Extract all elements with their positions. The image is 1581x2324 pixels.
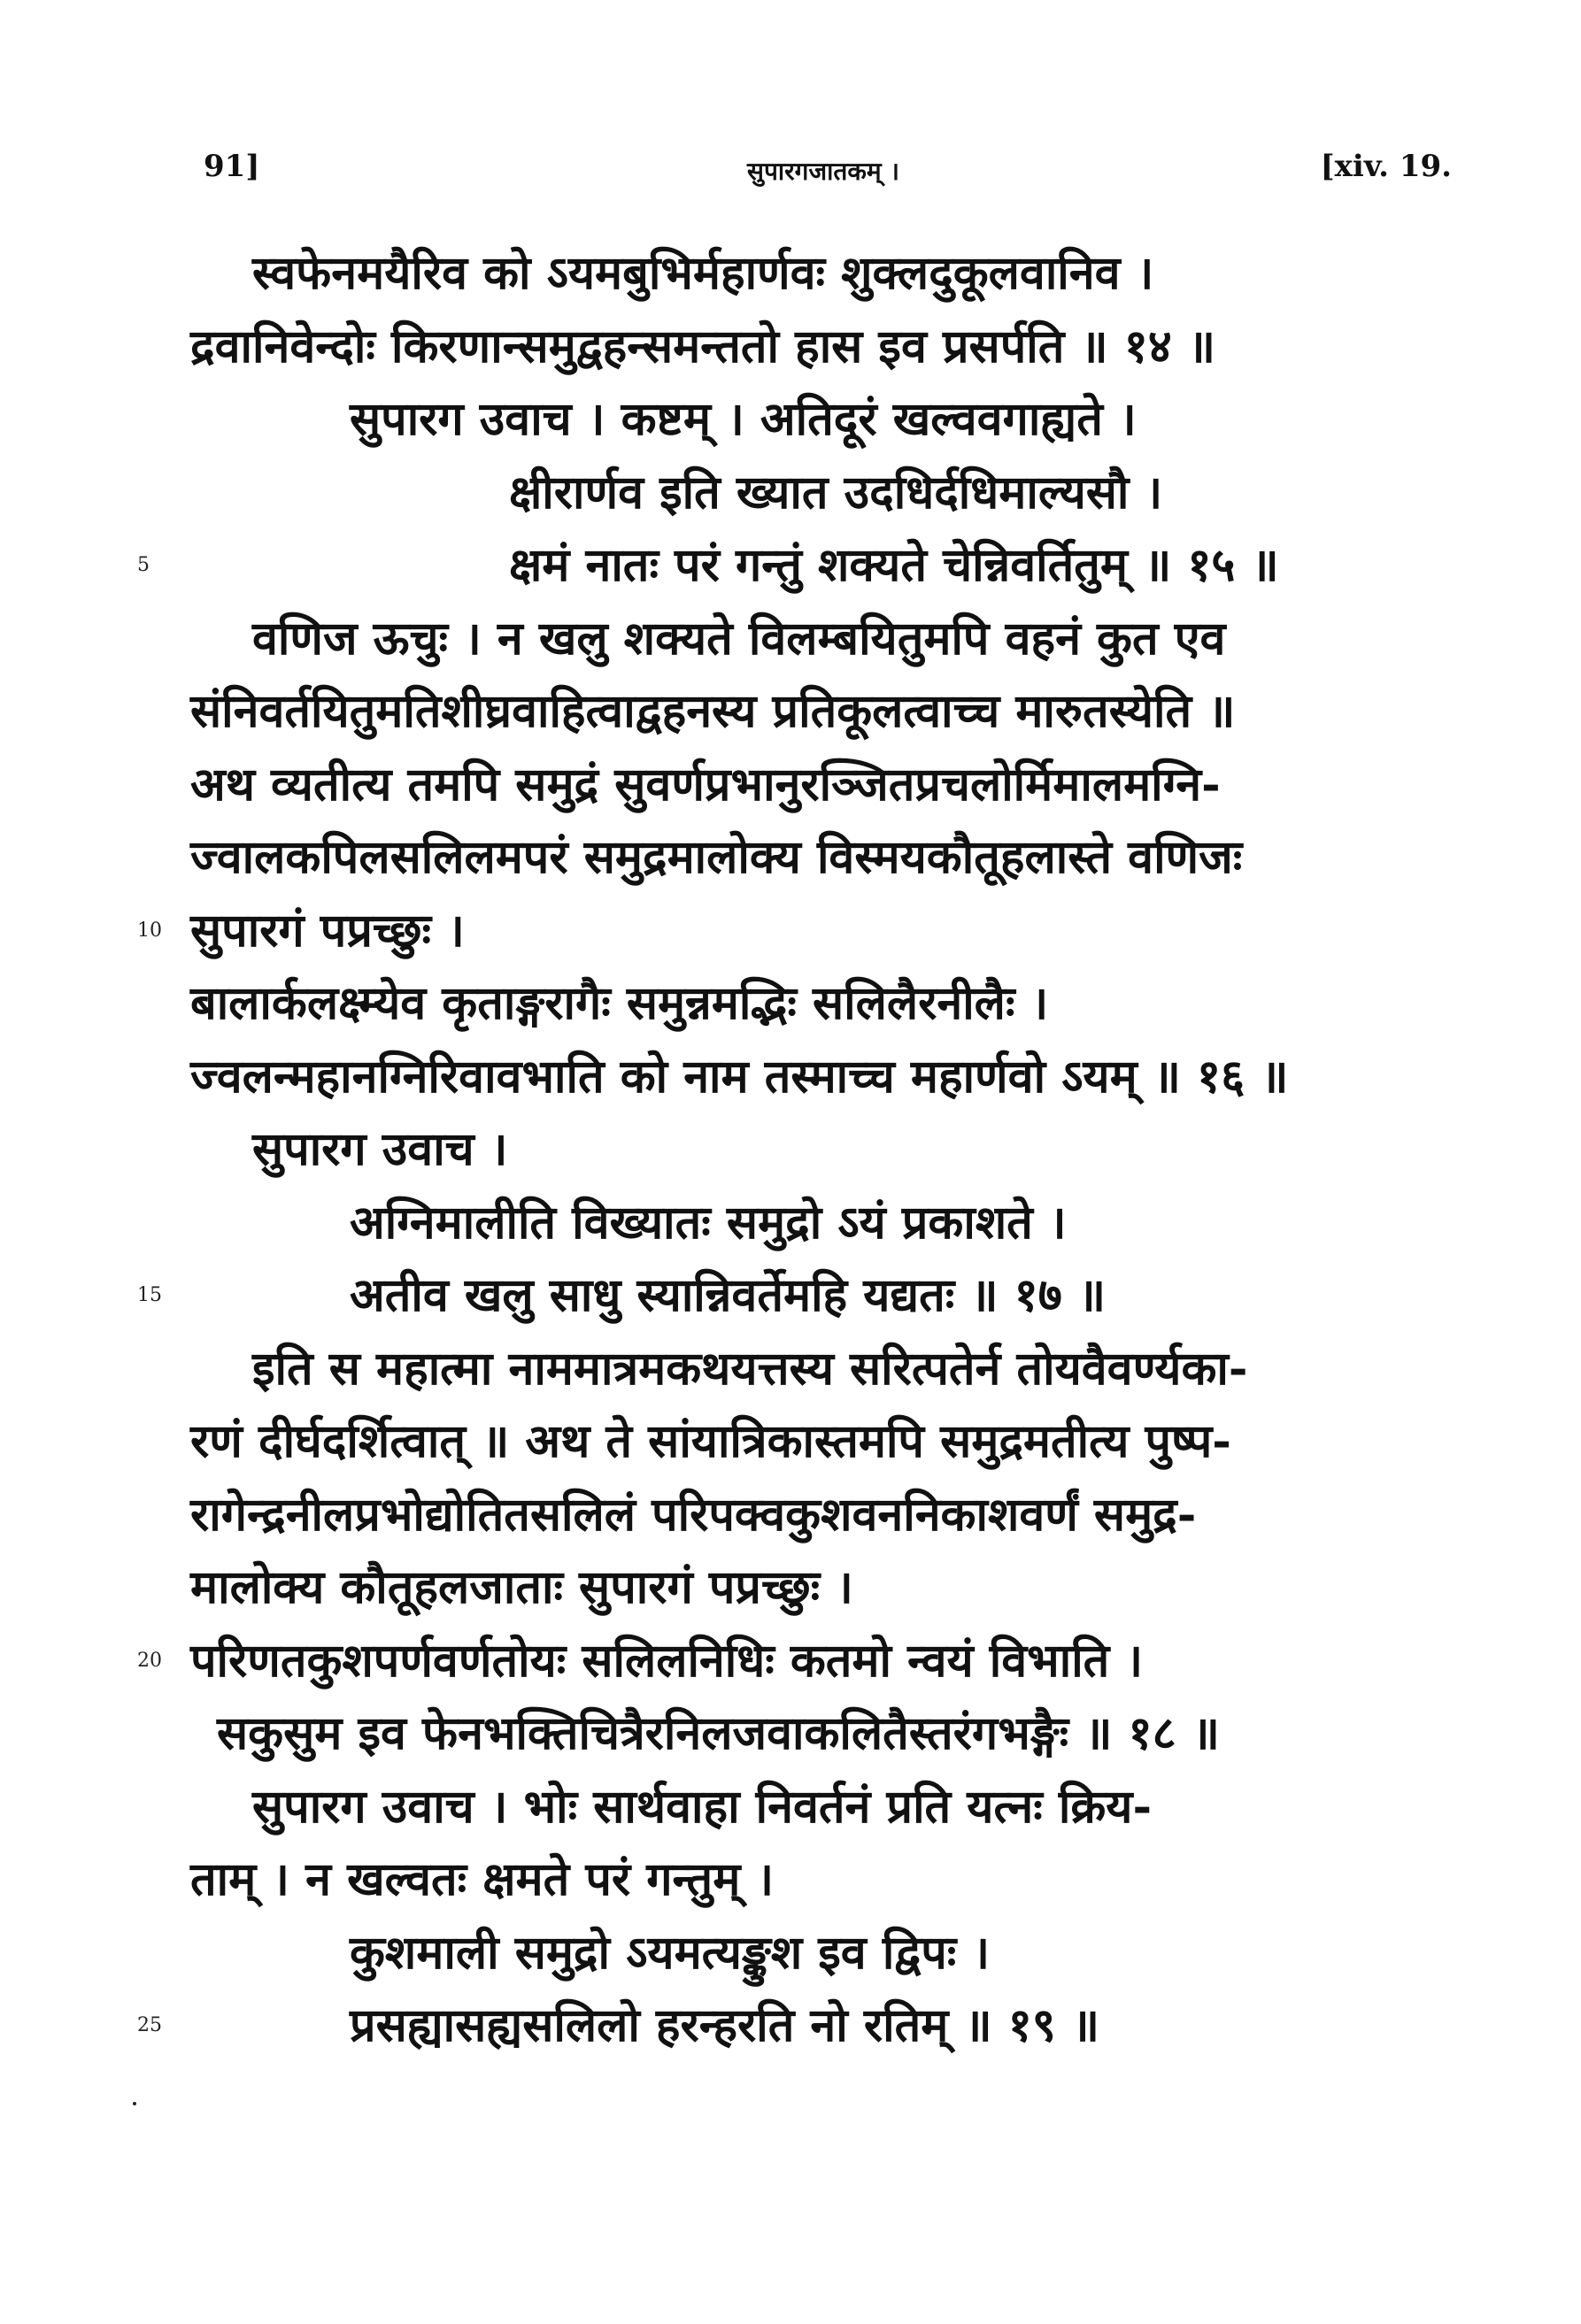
line-text: रणं दीर्घदर्शित्वात् ॥ अथ ते सांयात्रिकास्तमपि समुद्रमतीत्य पुष्प-	[190, 1414, 1231, 1468]
text-line	[190, 1917, 1465, 1990]
line-text: अथ व्यतीत्य तमपि समुद्रं सुवर्णप्रभानुरञ्जितप्रचलोर्मिमालमग्नि-	[190, 757, 1221, 812]
text-line	[190, 1843, 1465, 1917]
line-text: सकुसुम इव फेनभक्तिचित्रैरनिलजवाकलितैस्तरंगभङ्गैः ॥ १८ ॥	[217, 1706, 1220, 1760]
line-text: ज्वालकपिलसलिलमपरं समुद्रमालोक्य विस्मयकौतूहलास्ते वणिजः	[190, 830, 1243, 884]
line-text: सुपारग उवाच । भोः सार्थवाहा निवर्तनं प्रति यत्नः क्रिय-	[252, 1779, 1153, 1834]
text-line	[190, 967, 1465, 1041]
line-text: अग्निमालीति विख्यातः समुद्रो ऽयं प्रकाशते ।	[350, 1195, 1067, 1250]
line-text: क्षमं नातः परं गन्तुं शक्यते चेन्निवर्तितुम् ॥ १५ ॥	[509, 538, 1279, 592]
text-line	[190, 1405, 1465, 1479]
text-line	[137, 1989, 1465, 2063]
line-number: 20	[137, 1649, 162, 1672]
line-text: स्वफेनमयैरिव को ऽयमबुभिर्महार्णवः शुक्लदुकूलवानिव ।	[252, 246, 1154, 300]
text-line	[137, 895, 1465, 968]
text-line	[137, 529, 1465, 603]
section-reference: [xiv. 19.	[1320, 149, 1452, 184]
text-line	[190, 749, 1465, 822]
line-text: सुपारग उवाच ।	[252, 1122, 508, 1176]
line-text: ताम् । न खल्वतः क्षमते परं गन्तुम् ।	[190, 1852, 775, 1906]
line-text: सुपारग उवाच । कष्टम् । अतिदूरं खल्ववगाह्यते ।	[350, 392, 1137, 446]
text-line	[190, 603, 1465, 676]
text-line	[190, 311, 1465, 384]
text-line	[190, 821, 1465, 895]
line-number: 15	[137, 1284, 162, 1306]
line-text: इति स महात्मा नाममात्रमकथयत्तस्य सरित्पतेर्न तोयवैवर्ण्यका-	[252, 1341, 1248, 1396]
line-text: प्रसह्यासह्यसलिलो हरन्हरति नो रतिम् ॥ १९ ॥	[350, 1998, 1100, 2052]
text-line	[190, 1333, 1465, 1406]
text-line	[190, 383, 1465, 457]
line-text: संनिवर्तयितुमतिशीघ्रवाहित्वाद्वहनस्य प्रतिकूलत्वाच्च मारुतस्येति ॥	[190, 684, 1236, 738]
verse-text-block	[137, 237, 1465, 2063]
line-text: अतीव खलु साधु स्यान्निवर्तेमहि यद्यतः ॥ १७ ॥	[350, 1268, 1106, 1322]
text-line	[137, 1259, 1465, 1333]
line-text: ज्वलन्महानग्निरिवावभाति को नाम तस्माच्च महार्णवो ऽयम् ॥ १६ ॥	[190, 1049, 1289, 1104]
line-number: 5	[137, 554, 150, 576]
line-number: 25	[137, 2014, 162, 2036]
page-header	[195, 149, 1452, 202]
text-line	[190, 1551, 1465, 1625]
line-text: रागेन्द्रनीलप्रभोद्योतितसलिलं परिपक्वकुशवननिकाशवर्णं समुद्र-	[190, 1487, 1197, 1542]
line-text: कुशमाली समुद्रो ऽयमत्यङ्कुश इव द्विपः ।	[350, 1925, 991, 1980]
text-line	[190, 457, 1465, 530]
text-line	[190, 1113, 1465, 1187]
text-line	[190, 1771, 1465, 1844]
line-text: द्रवानिवेन्दोः किरणान्समुद्वहन्समन्ततो हास इव प्रसर्पति ॥ १४ ॥	[190, 319, 1216, 373]
line-text: बालार्कलक्ष्म्येव कृताङ्गरागैः समुन्नमद्भिः सलिलैरनीलैः ।	[190, 976, 1049, 1030]
text-line	[190, 1697, 1465, 1771]
text-line	[190, 1479, 1465, 1552]
text-line	[137, 1625, 1465, 1698]
line-text: मालोक्य कौतूहलजाताः सुपारगं पप्रच्छुः ।	[190, 1560, 853, 1614]
print-speck	[133, 2102, 136, 2105]
line-text: क्षीरार्णव इति ख्यात उदधिर्दधिमाल्यसौ ।	[509, 465, 1163, 519]
line-text: वणिज ऊचुः । न खलु शक्यते विलम्बयितुमपि वहनं कुत एव	[252, 611, 1226, 666]
text-line	[190, 237, 1465, 311]
line-text: परिणतकुशपर्णवर्णतोयः सलिलनिधिः कतमो न्वयं विभाति ।	[190, 1633, 1144, 1688]
text-line	[190, 1187, 1465, 1260]
text-line	[190, 675, 1465, 749]
line-number: 10	[137, 919, 162, 942]
page-number: 91]	[204, 149, 260, 184]
text-line	[190, 1041, 1465, 1114]
running-title: सुपारगजातकम् ।	[747, 157, 899, 186]
line-text: सुपारगं पप्रच्छुः ।	[190, 903, 465, 958]
